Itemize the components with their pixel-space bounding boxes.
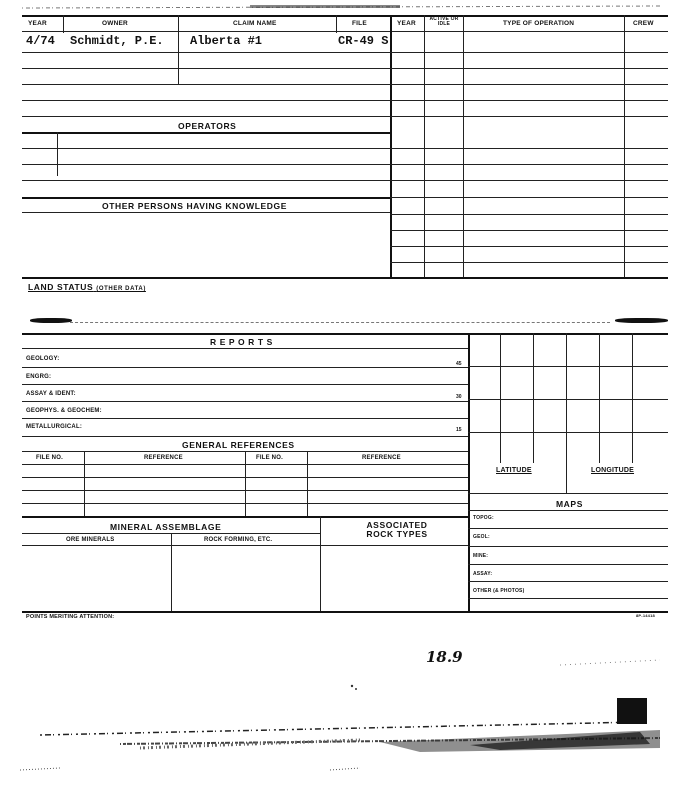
col-divider-file [336,15,337,33]
report-engrg: ENGRG: [26,374,52,380]
col-divider-crew [624,15,625,277]
col-divider-year2 [424,15,425,277]
grid-row-line [468,366,668,367]
ref-reference-header-2: REFERENCE [362,455,401,461]
scale-15: 15 [456,427,462,433]
owner-row-line [22,100,668,101]
maps-row-line [468,598,668,599]
owner-row-line [22,84,668,85]
location-rule [468,493,668,494]
other-persons-rule-2 [22,212,390,213]
reports-row-line [22,401,468,402]
ref-row-line [22,490,468,491]
owner-row-line [22,52,668,53]
operators-row-line [22,180,668,181]
maps-row-line [468,528,668,529]
header-owner: OWNER [102,20,128,27]
mineral-rule-2 [22,545,468,546]
report-geophys-geochem: GEOPHYS. & GEOCHEM: [26,408,102,414]
form-number: 8P-14418 [636,613,655,618]
ref-col-line [245,451,246,516]
operators-row-line [22,148,668,149]
handwritten-note: 18.9 [426,648,463,666]
col-divider-owner [178,15,179,85]
reports-rule [22,348,468,349]
maps-geol: GEOL: [473,534,490,540]
upper-block-bottom [22,277,668,279]
rock-forming-header: ROCK FORMING, ETC. [204,537,273,543]
land-status-note: (OTHER DATA) [96,286,146,292]
ore-minerals-header: ORE MINERALS [66,537,115,543]
mineral-assemblage-heading: MINERAL ASSEMBLAGE [110,522,222,532]
header-rule [22,31,668,32]
maps-mine: MINE: [473,553,489,559]
other-persons-rule [22,197,390,199]
right-row-line [390,230,668,231]
header-file: FILE [352,20,367,27]
entry-owner: Schmidt, P.E. [70,34,164,48]
top-border [22,15,668,17]
general-references-heading: GENERAL REFERENCES [182,440,295,450]
longitude-label: LONGITUDE [591,467,635,474]
operators-heading: OPERATORS [178,121,237,131]
maps-heading: MAPS [556,499,583,509]
operators-rule [22,132,390,134]
reports-row-line [22,418,468,419]
right-row-line [390,197,668,198]
scale-45: 45 [456,361,462,367]
col-divider-active [463,15,464,277]
maps-topog: TOPOG: [473,515,494,521]
maps-row-line [468,546,668,547]
ref-col-line [84,451,85,516]
scale-30: 30 [456,394,462,400]
land-status-line [70,322,610,323]
entry-year: 4/74 [26,34,55,48]
ref-row-line [22,477,468,478]
other-persons-heading: OTHER PERSONS HAVING KNOWLEDGE [102,201,288,211]
grid-row-line [468,432,668,433]
report-assay-ident: ASSAY & IDENT: [26,391,76,397]
grid-col-line [500,333,501,463]
report-geology: GEOLOGY: [26,356,60,362]
reports-row-line [22,367,468,368]
header-claim-name: CLAIM NAME [233,20,277,27]
grid-col-line [632,333,633,463]
ref-file-no-header-2: FILE NO. [256,455,283,461]
header-year-2: YEAR [397,20,416,27]
col-divider-year [63,15,64,33]
entry-claim-name: Alberta #1 [190,34,263,48]
owner-row-line [22,68,668,69]
maps-other-photos: OTHER (& PHOTOS) [473,588,525,594]
ref-file-no-header: FILE NO. [36,455,63,461]
punch-mark-right [615,318,668,323]
right-row-line [390,262,668,263]
maps-assay: ASSAY: [473,571,493,577]
points-meriting-attention: POINTS MERITING ATTENTION: [26,614,115,620]
ref-col-line [307,451,308,516]
latitude-label: LATITUDE [496,467,532,474]
ref-row-line [22,464,468,465]
reports-row-line [22,384,468,385]
reports-heading: R E P O R T S [210,337,273,347]
land-status-label: LAND STATUS [28,282,94,292]
maps-row-line [468,581,668,582]
associated-rock-types-heading: ASSOCIATED ROCK TYPES [366,520,428,539]
col-divider-main [390,15,392,277]
right-block-divider [468,333,470,611]
right-row-line [390,214,668,215]
reports-top-rule [22,333,668,335]
maps-rule [468,510,668,511]
references-bottom-rule [22,516,468,518]
form-bottom-rule [22,611,668,613]
maps-row-line [468,564,668,565]
assoc-rock-divider [320,516,321,611]
punch-mark-left [30,318,72,323]
ref-row-line [22,503,468,504]
operators-margin [57,132,58,176]
header-crew: CREW [633,20,654,27]
header-active-idle: ACTIVE OR IDLE [429,16,459,27]
grid-col-line [566,333,567,493]
header-year: YEAR [28,20,47,27]
right-row-line [390,246,668,247]
entry-file: CR-49 S [338,34,389,48]
ref-reference-header: REFERENCE [144,455,183,461]
header-type-of-operation: TYPE OF OPERATION [503,20,575,27]
report-metallurgical: METALLURGICAL: [26,424,83,430]
land-status-heading [28,282,146,292]
reports-row-line [22,436,468,437]
grid-col-line [599,333,600,463]
grid-col-line [533,333,534,463]
owner-row-line [22,116,668,117]
operators-row-line [22,164,668,165]
grid-row-line [468,399,668,400]
